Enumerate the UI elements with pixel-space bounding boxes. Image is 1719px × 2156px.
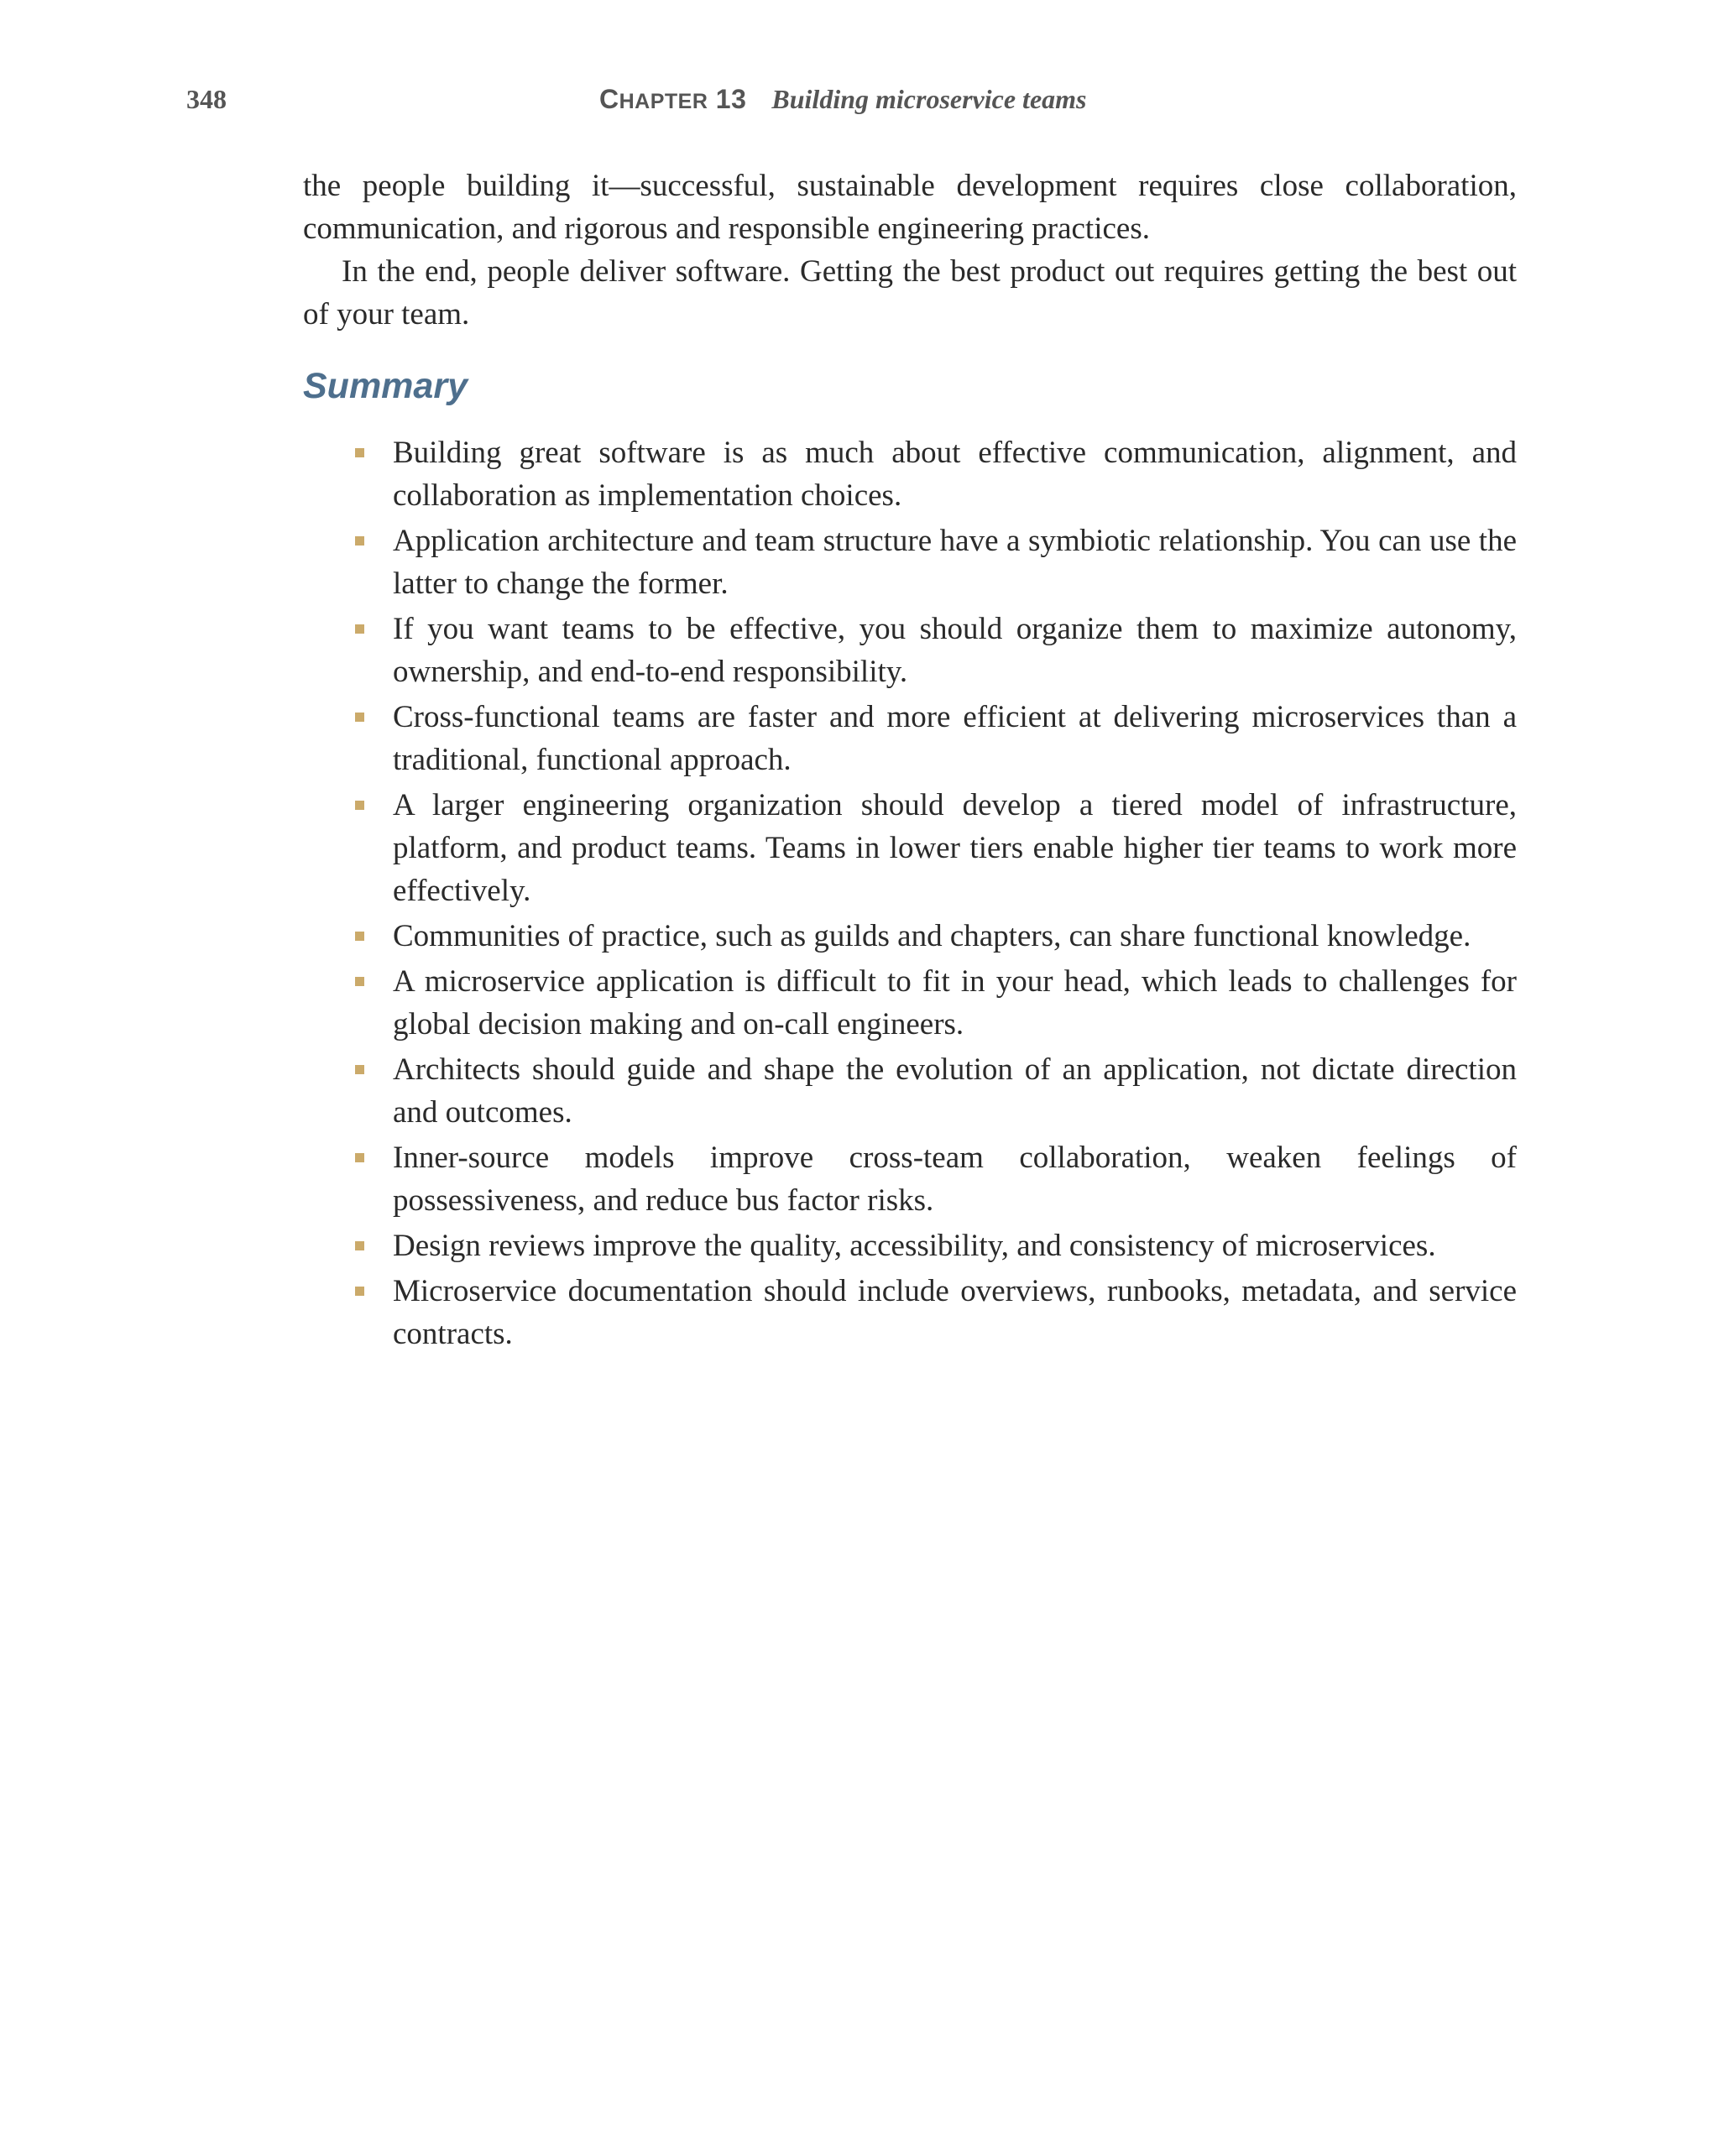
page-number: 348 (186, 84, 227, 114)
list-item (393, 519, 1517, 605)
list-item-text: Communities of practice, such as guilds and chapters, can share functional knowledge. (393, 919, 1471, 953)
bullet-icon (355, 1241, 364, 1250)
list-item (393, 915, 1517, 958)
bullet-icon (355, 1153, 364, 1162)
list-item-text: A larger engineering organization should develop a tiered model of infrastructure, platform, and product teams. Teams in lower tiers enable higher tier teams to work more effectively. (393, 788, 1517, 908)
list-item (393, 1136, 1517, 1222)
paragraph-continued: the people building it—successful, sustainable development requires close collaboration, communication, and rigorous and responsible engineering practices. (303, 169, 1517, 246)
paragraph: In the end, people deliver software. Getting the best product out requires getting the best out of your team. (303, 254, 1517, 331)
bullet-icon (355, 801, 364, 810)
summary-list (303, 431, 1517, 1355)
list-item-text: A microservice application is difficult to fit in your head, which leads to challenges for global decision making and on-call engineers. (393, 964, 1517, 1041)
list-item-text: If you want teams to be effective, you should organize them to maximize autonomy, ownership, and end-to-end responsibility. (393, 612, 1517, 689)
list-item-text: Design reviews improve the quality, accessibility, and consistency of microservices. (393, 1229, 1436, 1263)
list-item-text: Building great software is as much about effective communication, alignment, and collaboration as implementation choices. (393, 436, 1517, 513)
list-item-text: Application architecture and team structure have a symbiotic relationship. You can use the latter to change the former. (393, 524, 1517, 601)
list-item (393, 784, 1517, 912)
bullet-icon (355, 1287, 364, 1296)
list-item-text: Architects should guide and shape the evolution of an application, not dictate direction and outcomes. (393, 1052, 1517, 1130)
bullet-icon (355, 448, 364, 457)
bullet-icon (355, 932, 364, 941)
list-item (393, 1270, 1517, 1355)
bullet-icon (355, 713, 364, 722)
list-item-text: Inner-source models improve cross-team collaboration, weaken feelings of possessiveness, and reduce bus factor risks. (393, 1141, 1517, 1218)
bullet-icon (355, 977, 364, 986)
bullet-icon (355, 536, 364, 546)
list-item (393, 960, 1517, 1046)
running-head (599, 84, 1086, 115)
list-item (393, 696, 1517, 781)
section-heading: Summary (303, 366, 468, 406)
list-item (393, 431, 1517, 517)
chapter-label-rest: HAPTER (619, 90, 708, 113)
bullet-icon (355, 1065, 364, 1074)
page-content (303, 164, 1517, 1358)
list-item (393, 1048, 1517, 1134)
list-item (393, 608, 1517, 693)
list-item-text: Cross-functional teams are faster and more efficient at delivering microservices than a traditional, functional approach. (393, 700, 1517, 777)
chapter-number: 13 (715, 84, 747, 114)
list-item-text: Microservice documentation should include overviews, runbooks, metadata, and service contracts. (393, 1274, 1517, 1351)
chapter-title: Building microservice teams (771, 84, 1087, 114)
chapter-label-initial: C (599, 84, 619, 114)
bullet-icon (355, 624, 364, 634)
chapter-label (599, 84, 746, 114)
running-header (0, 84, 1719, 126)
list-item (393, 1224, 1517, 1267)
